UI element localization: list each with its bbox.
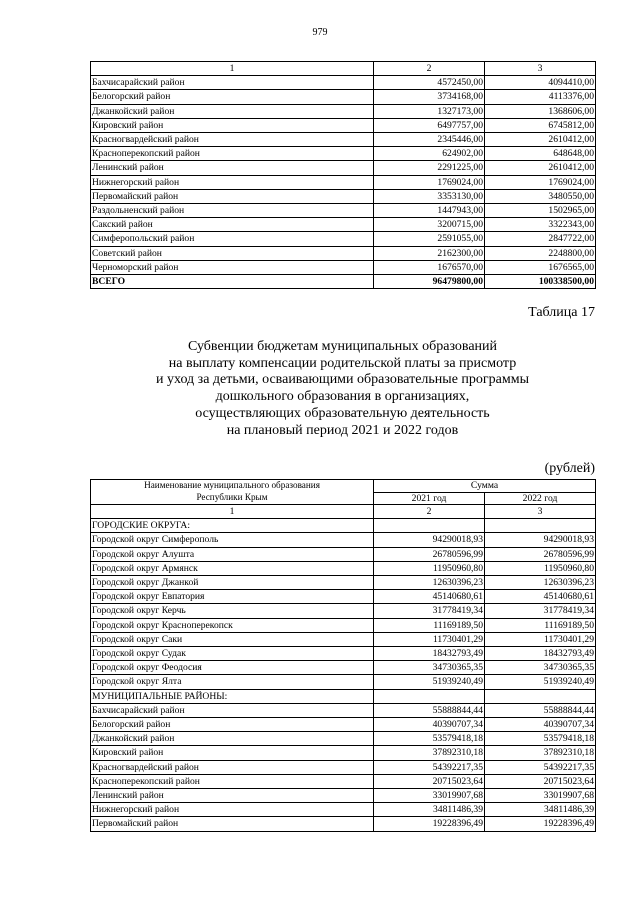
row-value-2: 55888844,44: [485, 703, 596, 717]
row-value-1: 11730401,29: [374, 632, 485, 646]
row-value-1: 33019907,68: [374, 789, 485, 803]
row-value-2: 6745812,00: [485, 118, 596, 132]
row-name: Кировский район: [91, 746, 374, 760]
row-value-1: 40390707,34: [374, 718, 485, 732]
row-name: Ленинский район: [91, 161, 374, 175]
row-name: Советский район: [91, 246, 374, 260]
row-name: Городской округ Армянск: [91, 561, 374, 575]
row-value-2: 12630396,23: [485, 576, 596, 590]
row-value-1: 11169189,50: [374, 618, 485, 632]
table-row: [91, 789, 596, 803]
row-value-2: 37892310,18: [485, 746, 596, 760]
row-value-1: 2162300,00: [374, 246, 485, 260]
row-value-1: 624902,00: [374, 147, 485, 161]
title-line: осуществляющих образовательную деятельность: [195, 405, 490, 421]
row-value-1: 1676570,00: [374, 260, 485, 274]
table-row: [91, 590, 596, 604]
table-row: [91, 547, 596, 561]
row-value-2: 19228396,49: [485, 817, 596, 831]
row-name: Красноперекопский район: [91, 774, 374, 788]
table-row: [91, 760, 596, 774]
header-name-line: Наименование муниципального образования: [144, 480, 320, 491]
row-name: Джанкойский район: [91, 732, 374, 746]
row-name: Красноперекопский район: [91, 147, 374, 161]
title-line: на выплату компенсации родительской платы за присмотр: [168, 355, 517, 371]
empty-cell: [485, 689, 596, 703]
row-value-1: 2591055,00: [374, 232, 485, 246]
row-name: Городской округ Ялта: [91, 675, 374, 689]
row-value-1: 34811486,39: [374, 803, 485, 817]
row-name: Городской округ Саки: [91, 632, 374, 646]
header-sum: Сумма: [374, 480, 596, 493]
row-value-1: 96479800,00: [374, 275, 485, 289]
row-name: Раздольненский район: [91, 204, 374, 218]
table-row: [91, 632, 596, 646]
row-value-1: 3200715,00: [374, 218, 485, 232]
row-value-1: 3353130,00: [374, 189, 485, 203]
table-row: [91, 204, 596, 218]
table-row: [91, 232, 596, 246]
table-row: [91, 90, 596, 104]
title-line: на плановый период 2021 и 2022 годов: [226, 422, 459, 438]
row-value-1: 55888844,44: [374, 703, 485, 717]
table-row: [91, 218, 596, 232]
row-value-2: 2248800,00: [485, 246, 596, 260]
table-row: [91, 746, 596, 760]
row-value-2: 11169189,50: [485, 618, 596, 632]
table-17: [90, 479, 596, 832]
row-value-2: 1502965,00: [485, 204, 596, 218]
row-value-1: 18432793,49: [374, 647, 485, 661]
row-value-1: 6497757,00: [374, 118, 485, 132]
column-number: 3: [485, 505, 596, 519]
table-row: [91, 647, 596, 661]
row-value-2: 40390707,34: [485, 718, 596, 732]
row-value-2: 648648,00: [485, 147, 596, 161]
table-row: [91, 175, 596, 189]
row-value-1: 51939240,49: [374, 675, 485, 689]
row-name: Кировский район: [91, 118, 374, 132]
row-value-2: 34811486,39: [485, 803, 596, 817]
row-name: Белогорский район: [91, 718, 374, 732]
section-title: МУНИЦИПАЛЬНЫЕ РАЙОНЫ:: [91, 689, 374, 703]
table-row: [91, 118, 596, 132]
row-name: Джанкойский район: [91, 104, 374, 118]
row-value-2: 100338500,00: [485, 275, 596, 289]
empty-cell: [374, 689, 485, 703]
row-name: Красногвардейский район: [91, 133, 374, 147]
row-name: Бахчисарайский район: [91, 703, 374, 717]
table-row: [91, 604, 596, 618]
row-name: Белогорский район: [91, 90, 374, 104]
column-number: 3: [485, 62, 596, 76]
empty-cell: [485, 519, 596, 533]
column-number: 1: [91, 62, 374, 76]
table-row: [91, 661, 596, 675]
table1-body: [91, 62, 596, 289]
row-value-1: 53579418,18: [374, 732, 485, 746]
row-name: Городской округ Симферополь: [91, 533, 374, 547]
row-value-2: 26780596,99: [485, 547, 596, 561]
table-row: [91, 576, 596, 590]
row-value-1: 26780596,99: [374, 547, 485, 561]
row-value-2: 45140680,61: [485, 590, 596, 604]
row-name: Красногвардейский район: [91, 760, 374, 774]
row-value-2: 1676565,00: [485, 260, 596, 274]
row-name: Бахчисарайский район: [91, 76, 374, 90]
row-name: Первомайский район: [91, 189, 374, 203]
table-row: [91, 147, 596, 161]
row-value-1: 20715023,64: [374, 774, 485, 788]
table-row: [91, 76, 596, 90]
row-value-2: 11950960,80: [485, 561, 596, 575]
row-name: Городской округ Джанкой: [91, 576, 374, 590]
table2-header-row: [91, 480, 596, 493]
table-row: [91, 104, 596, 118]
row-value-2: 4094410,00: [485, 76, 596, 90]
row-value-1: 94290018,93: [374, 533, 485, 547]
row-value-2: 2610412,00: [485, 133, 596, 147]
row-value-1: 1447943,00: [374, 204, 485, 218]
table-row: [91, 133, 596, 147]
row-value-1: 2291225,00: [374, 161, 485, 175]
row-value-2: 34730365,35: [485, 661, 596, 675]
row-value-2: 20715023,64: [485, 774, 596, 788]
row-name: Городской округ Красноперекопск: [91, 618, 374, 632]
table-row: [91, 161, 596, 175]
row-value-2: 18432793,49: [485, 647, 596, 661]
row-value-2: 3480550,00: [485, 189, 596, 203]
table-row: [91, 189, 596, 203]
row-name: Первомайский район: [91, 817, 374, 831]
table-row: [91, 803, 596, 817]
table-row: [91, 774, 596, 788]
row-value-1: 37892310,18: [374, 746, 485, 760]
title-line: Субвенции бюджетам муниципальных образований: [187, 339, 498, 354]
units-label: (рублей): [544, 461, 595, 476]
row-name: Черноморский район: [91, 260, 374, 274]
row-name: ВСЕГО: [91, 275, 374, 289]
row-value-2: 94290018,93: [485, 533, 596, 547]
row-value-2: 3322343,00: [485, 218, 596, 232]
row-value-2: 2610412,00: [485, 161, 596, 175]
row-value-1: 31778419,34: [374, 604, 485, 618]
page-number: 979: [312, 27, 328, 38]
table-label: Таблица 17: [528, 305, 595, 320]
row-value-2: 2847722,00: [485, 232, 596, 246]
row-value-1: 1327173,00: [374, 104, 485, 118]
section-title: ГОРОДСКИЕ ОКРУГА:: [91, 519, 374, 533]
row-name: Нижнегорский район: [91, 175, 374, 189]
row-value-1: 11950960,80: [374, 561, 485, 575]
empty-cell: [374, 519, 485, 533]
table-row: [91, 817, 596, 831]
row-name: Городской округ Феодосия: [91, 661, 374, 675]
table-row: [91, 260, 596, 274]
row-name: Симферопольский район: [91, 232, 374, 246]
row-name: Городской округ Алушта: [91, 547, 374, 561]
title-line: и уход за детьми, осваивающими образовательные программы: [156, 372, 529, 388]
row-name: Городской округ Судак: [91, 647, 374, 661]
row-value-1: 45140680,61: [374, 590, 485, 604]
table-row: [91, 703, 596, 717]
table2-column-numbers: [91, 505, 596, 519]
row-value-2: 11730401,29: [485, 632, 596, 646]
table2-body: [91, 480, 596, 832]
row-value-1: 2345446,00: [374, 133, 485, 147]
table1-column-numbers: [91, 62, 596, 76]
section-header-row: [91, 689, 596, 703]
title-line: дошкольного образования в организациях,: [215, 389, 470, 405]
table-row: [91, 718, 596, 732]
table-subventions-continued: [90, 61, 596, 289]
row-value-2: 1368606,00: [485, 104, 596, 118]
row-value-2: 31778419,34: [485, 604, 596, 618]
row-name: Нижнегорский район: [91, 803, 374, 817]
row-name: Городской округ Евпатория: [91, 590, 374, 604]
table-row: [91, 561, 596, 575]
row-value-2: 51939240,49: [485, 675, 596, 689]
row-value-1: 1769024,00: [374, 175, 485, 189]
row-value-2: 54392217,35: [485, 760, 596, 774]
row-value-1: 34730365,35: [374, 661, 485, 675]
row-value-2: 4113376,00: [485, 90, 596, 104]
table-row: [91, 618, 596, 632]
table-row: [91, 732, 596, 746]
row-value-2: 53579418,18: [485, 732, 596, 746]
total-row: [91, 275, 596, 289]
row-value-1: 4572450,00: [374, 76, 485, 90]
row-name: Ленинский район: [91, 789, 374, 803]
table-title: [90, 339, 595, 439]
table-row: [91, 246, 596, 260]
row-value-1: 54392217,35: [374, 760, 485, 774]
section-header-row: [91, 519, 596, 533]
row-value-1: 3734168,00: [374, 90, 485, 104]
row-value-1: 12630396,23: [374, 576, 485, 590]
header-name-cell: [91, 480, 374, 505]
header-name-line: Республики Крым: [196, 492, 268, 502]
row-value-1: 19228396,49: [374, 817, 485, 831]
column-number: 2: [374, 505, 485, 519]
row-name: Городской округ Керчь: [91, 604, 374, 618]
table-row: [91, 675, 596, 689]
column-number: 1: [91, 505, 374, 519]
column-number: 2: [374, 62, 485, 76]
header-year-2022: 2022 год: [485, 492, 596, 505]
header-year-2021: 2021 год: [374, 492, 485, 505]
row-value-2: 33019907,68: [485, 789, 596, 803]
row-name: Сакский район: [91, 218, 374, 232]
row-value-2: 1769024,00: [485, 175, 596, 189]
table-row: [91, 533, 596, 547]
